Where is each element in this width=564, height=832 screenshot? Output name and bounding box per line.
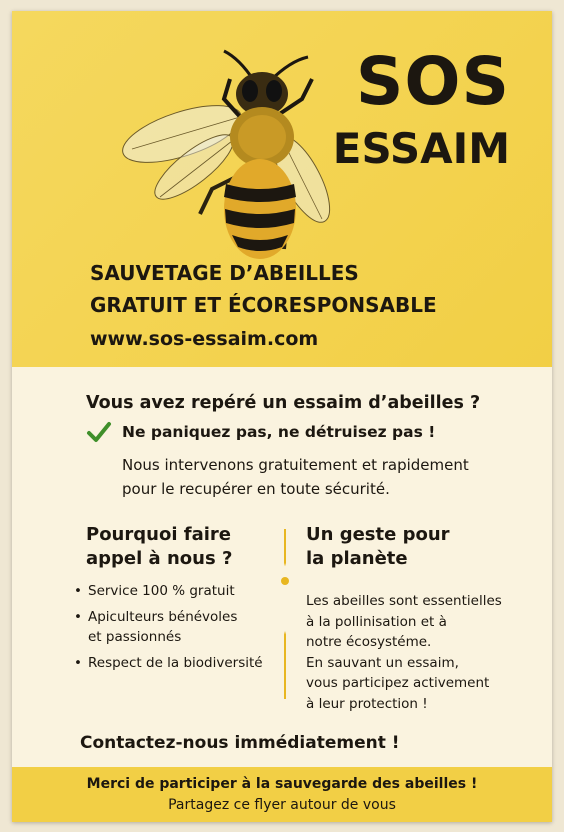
- why-list: [74, 581, 284, 679]
- bee-illustration: [112, 39, 342, 269]
- intervene-line-1: Nous intervenons gratuitement et rapidement: [122, 456, 469, 474]
- why-heading: [86, 523, 232, 571]
- list-item: [74, 607, 284, 647]
- planet-text: [306, 591, 546, 714]
- column-divider: [284, 529, 286, 699]
- list-item-line-1: • Respect de la biodiversité: [88, 655, 263, 671]
- planet-line: vous participez activement: [306, 675, 490, 691]
- planet-line: En sauvant un essaim,: [306, 654, 459, 671]
- website-link[interactable]: www.sos-essaim.com: [90, 328, 319, 350]
- title-essaim: ESSAIM: [332, 124, 510, 173]
- planet-line: à leur protection !: [306, 695, 428, 712]
- list-item: [74, 653, 284, 673]
- planet-heading-line-1: Un geste pour: [306, 524, 450, 545]
- intervene-line-2: pour le recupérer en toute sécurité.: [122, 480, 390, 498]
- list-item-line-1: • Apiculteurs bénévoles: [88, 609, 238, 625]
- planet-heading-line-2: la planète: [306, 548, 408, 569]
- footer-share: Partagez ce flyer autour de vous: [168, 797, 396, 813]
- planet-line: à la pollinisation et à: [306, 613, 447, 630]
- footer-thanks: Merci de participer à la sauvegarde des abeilles !: [86, 776, 478, 792]
- headline: [90, 257, 437, 321]
- contact-call-to-action: Contactez-nous immédiatement !: [80, 733, 400, 753]
- planet-line: Les abeilles sont essentielles: [306, 593, 502, 609]
- planet-line: notre écosystéme.: [306, 634, 432, 650]
- footer-section: [12, 767, 552, 822]
- check-icon: [86, 419, 112, 445]
- info-section: [12, 367, 552, 767]
- list-item-line-1: • Service 100 % gratuit: [88, 583, 235, 599]
- list-item: [74, 581, 284, 601]
- question-heading: Vous avez repéré un essaim d’abeilles ?: [86, 393, 481, 413]
- divider-dot: [281, 577, 289, 585]
- header-section: [12, 11, 552, 367]
- list-item-line-2: et passionnés: [88, 629, 182, 645]
- planet-heading: [306, 523, 450, 571]
- intervene-text: [122, 453, 542, 501]
- title-sos: SOS: [355, 43, 510, 120]
- why-heading-line-1: Pourquoi faire: [86, 524, 231, 545]
- flyer: [12, 11, 552, 822]
- headline-line-1: SAUVETAGE D’ABEILLES: [90, 261, 359, 285]
- reassure-text: Ne paniquez pas, ne détruisez pas !: [122, 423, 436, 441]
- why-heading-line-2: appel à nous ?: [86, 548, 233, 569]
- headline-line-2: GRATUIT ET ÉCORESPONSABLE: [90, 293, 437, 317]
